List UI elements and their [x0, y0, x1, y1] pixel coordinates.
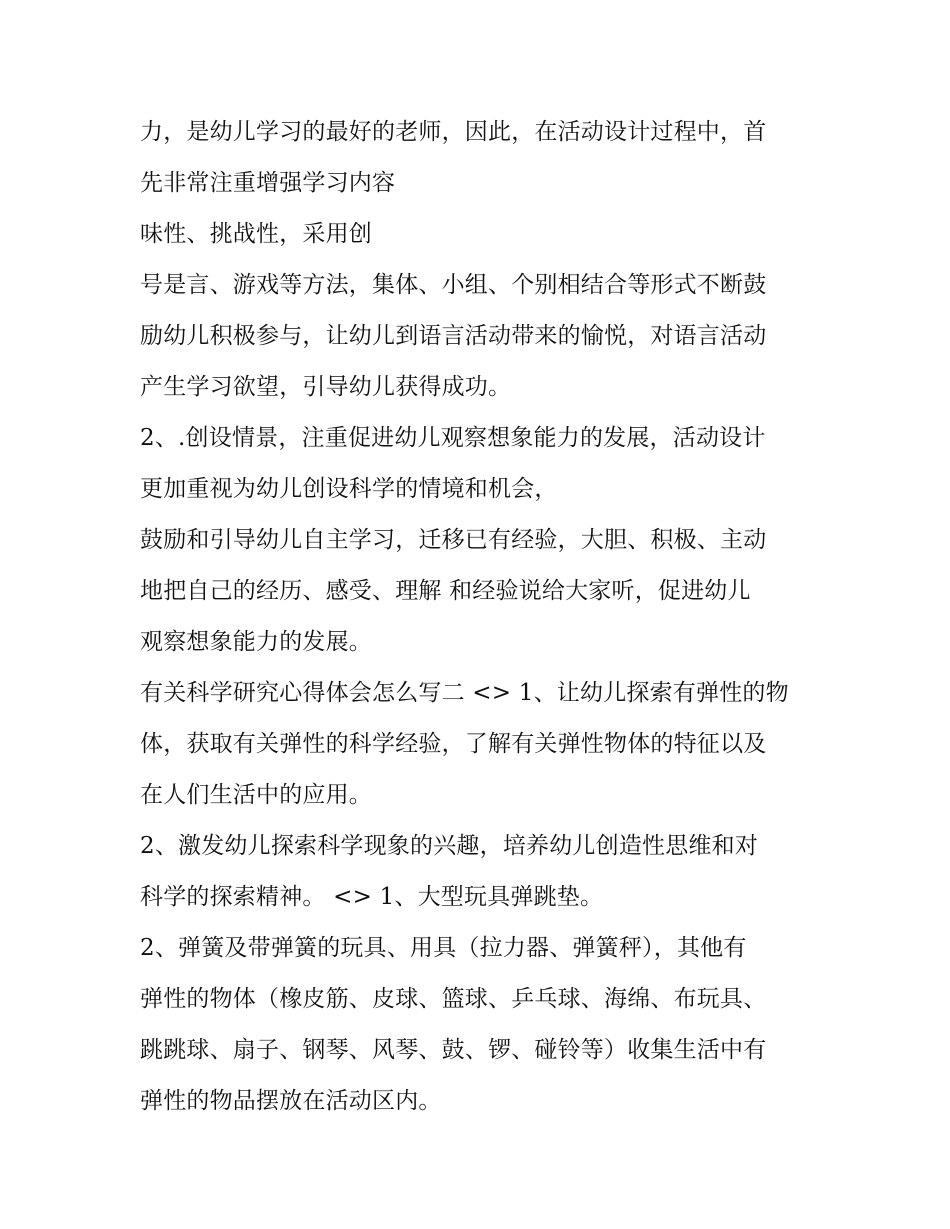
- text-line: 科学的探索精神。 <> 1、大型玩具弹跳垫。: [140, 884, 604, 910]
- text-line: 地把自己的经历、感受、理解 和经验说给大家听，促进幼儿: [140, 578, 751, 604]
- text-line: 体，获取有关弹性的科学经验，了解有关弹性物体的特征以及: [140, 731, 767, 757]
- document-body: [140, 107, 830, 1127]
- text-line: 味性、挑战性，采用创: [140, 221, 372, 247]
- text-line: 2、激发幼儿探索科学现象的兴趣，培养幼儿创造性思维和对: [140, 833, 759, 859]
- text-line: 弹性的物品摆放在活动区内。: [140, 1088, 442, 1114]
- text-line: 产生学习欲望，引导幼儿获得成功。: [140, 374, 512, 400]
- text-line: 观察想象能力的发展。: [140, 629, 372, 655]
- text-line: 2、弹簧及带弹簧的玩具、用具（拉力器、弹簧秤），其他有: [140, 935, 747, 961]
- text-line: 2、.创设情景，注重促进幼儿观察想象能力的发展，活动设计: [140, 425, 766, 451]
- text-line: 更加重视为幼儿创设科学的情境和机会，: [140, 476, 558, 502]
- text-line: 励幼儿积极参与，让幼儿到语言活动带来的愉悦，对语言活动: [140, 323, 767, 349]
- text-line: 弹性的物体（橡皮筋、皮球、篮球、乒乓球、海绵、布玩具、: [140, 986, 767, 1012]
- text-line: 号是言、游戏等方法，集体、小组、个别相结合等形式不断鼓: [140, 272, 767, 298]
- text-line: 有关科学研究心得体会怎么写二 <> 1、让幼儿探索有弹性的物: [140, 680, 789, 706]
- text-line: 跳跳球、扇子、钢琴、风琴、鼓、锣、碰铃等）收集生活中有: [140, 1037, 767, 1063]
- text-line: 鼓励和引导幼儿自主学习，迁移已有经验，大胆、积极、主动: [140, 527, 767, 553]
- text-line: 在人们生活中的应用。: [140, 782, 372, 808]
- text-line: 先非常注重增强学习内容: [140, 170, 396, 196]
- text-line: 力，是幼儿学习的最好的老师，因此，在活动设计过程中，首: [140, 119, 767, 145]
